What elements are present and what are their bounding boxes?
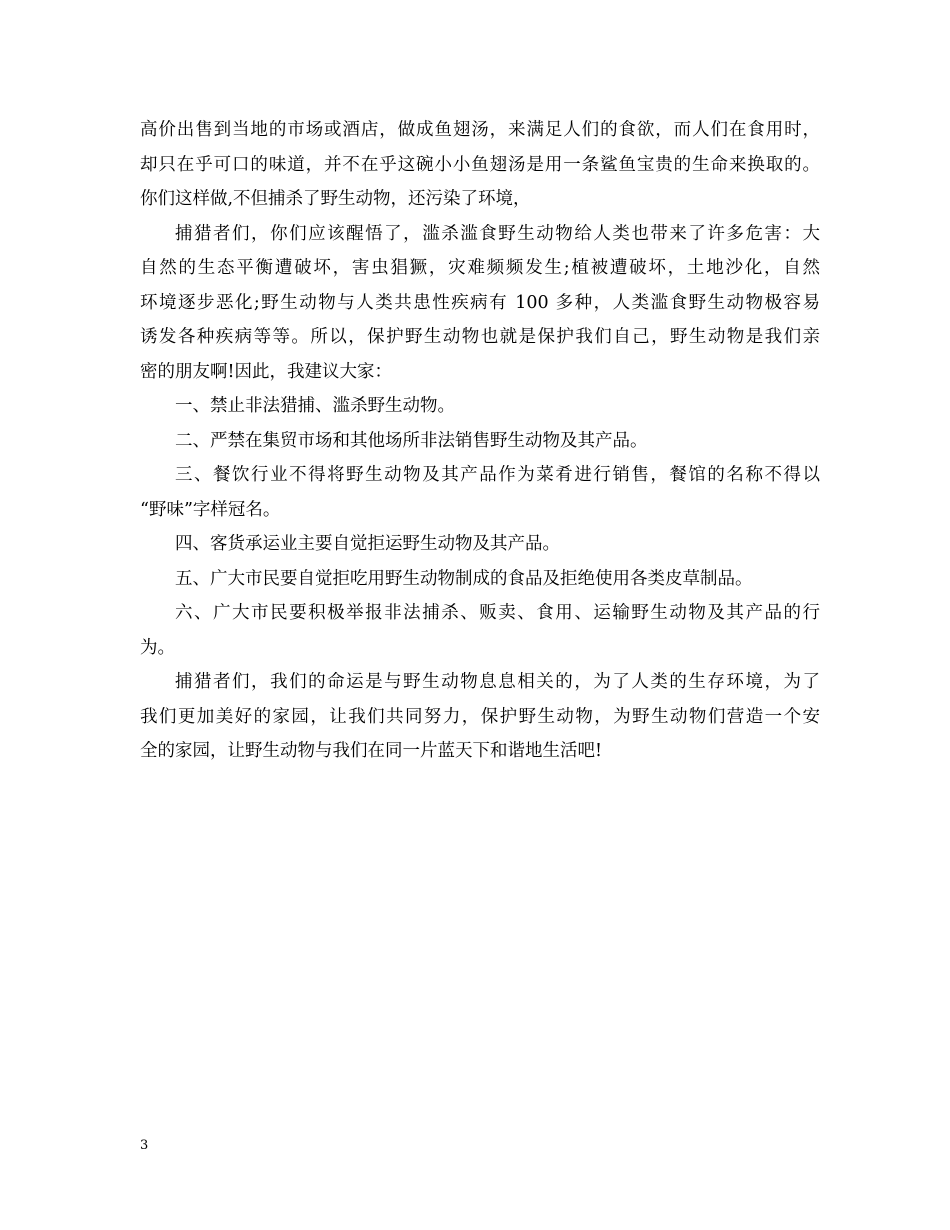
- text-line: 自然的生态平衡遭破坏，害虫猖獗，灾难频频发生;植被遭破坏，土地沙化，自然: [140, 258, 820, 278]
- paragraph-start-line: 捕猎者们，我们的命运是与野生动物息息相关的，为了人类的生存环境，为了: [175, 672, 820, 692]
- list-item-6-continuation: 为。: [140, 637, 175, 658]
- text-line: 我们更加美好的家园，让我们共同努力，保护野生动物，为野生动物们营造一个安: [140, 706, 820, 727]
- list-item-3-continuation: “野味”字样冠名。: [140, 499, 281, 520]
- list-item-2: 二、严禁在集贸市场和其他场所非法销售野生动物及其产品。: [175, 430, 648, 451]
- text-line: 环境逐步恶化;野生动物与人类共患性疾病有 100 多种，人类滥食野生动物极容易: [140, 292, 820, 313]
- paragraph-start-line: 捕猎者们，你们应该醒悟了，滥杀滥食野生动物给人类也带来了许多危害：大: [175, 223, 820, 244]
- text-line: 全的家园，让野生动物与我们在同一片蓝天下和谐地生活吧!: [140, 741, 603, 761]
- list-item-6: 六、广大市民要积极举报非法捕杀、贩卖、食用、运输野生动物及其产品的行: [175, 603, 820, 623]
- text-line: 高价出售到当地的市场或酒店，做成鱼翅汤，来满足人们的食欲，而人们在食用时，: [140, 120, 820, 140]
- page-number: 3: [140, 1138, 149, 1153]
- text-line: 你们这样做,不但捕杀了野生动物，还污染了环境，: [140, 189, 531, 209]
- text-line: 却只在乎可口的味道，并不在乎这碗小小鱼翅汤是用一条鲨鱼宝贵的生命来换取的。: [140, 154, 820, 175]
- list-item-5: 五、广大市民要自觉拒吃用野生动物制成的食品及拒绝使用各类皮草制品。: [175, 568, 753, 589]
- list-item-1: 一、禁止非法猎捕、滥杀野生动物。: [175, 396, 455, 416]
- list-item-4: 四、客货承运业主要自觉拒运野生动物及其产品。: [175, 534, 560, 554]
- text-line: 诱发各种疾病等等。所以，保护野生动物也就是保护我们自己，野生动物是我们亲: [140, 327, 820, 347]
- text-line: 密的朋友啊!因此，我建议大家：: [140, 361, 393, 382]
- document-body: [140, 113, 820, 769]
- list-item-3: 三、餐饮行业不得将野生动物及其产品作为菜肴进行销售，餐馆的名称不得以: [175, 465, 820, 485]
